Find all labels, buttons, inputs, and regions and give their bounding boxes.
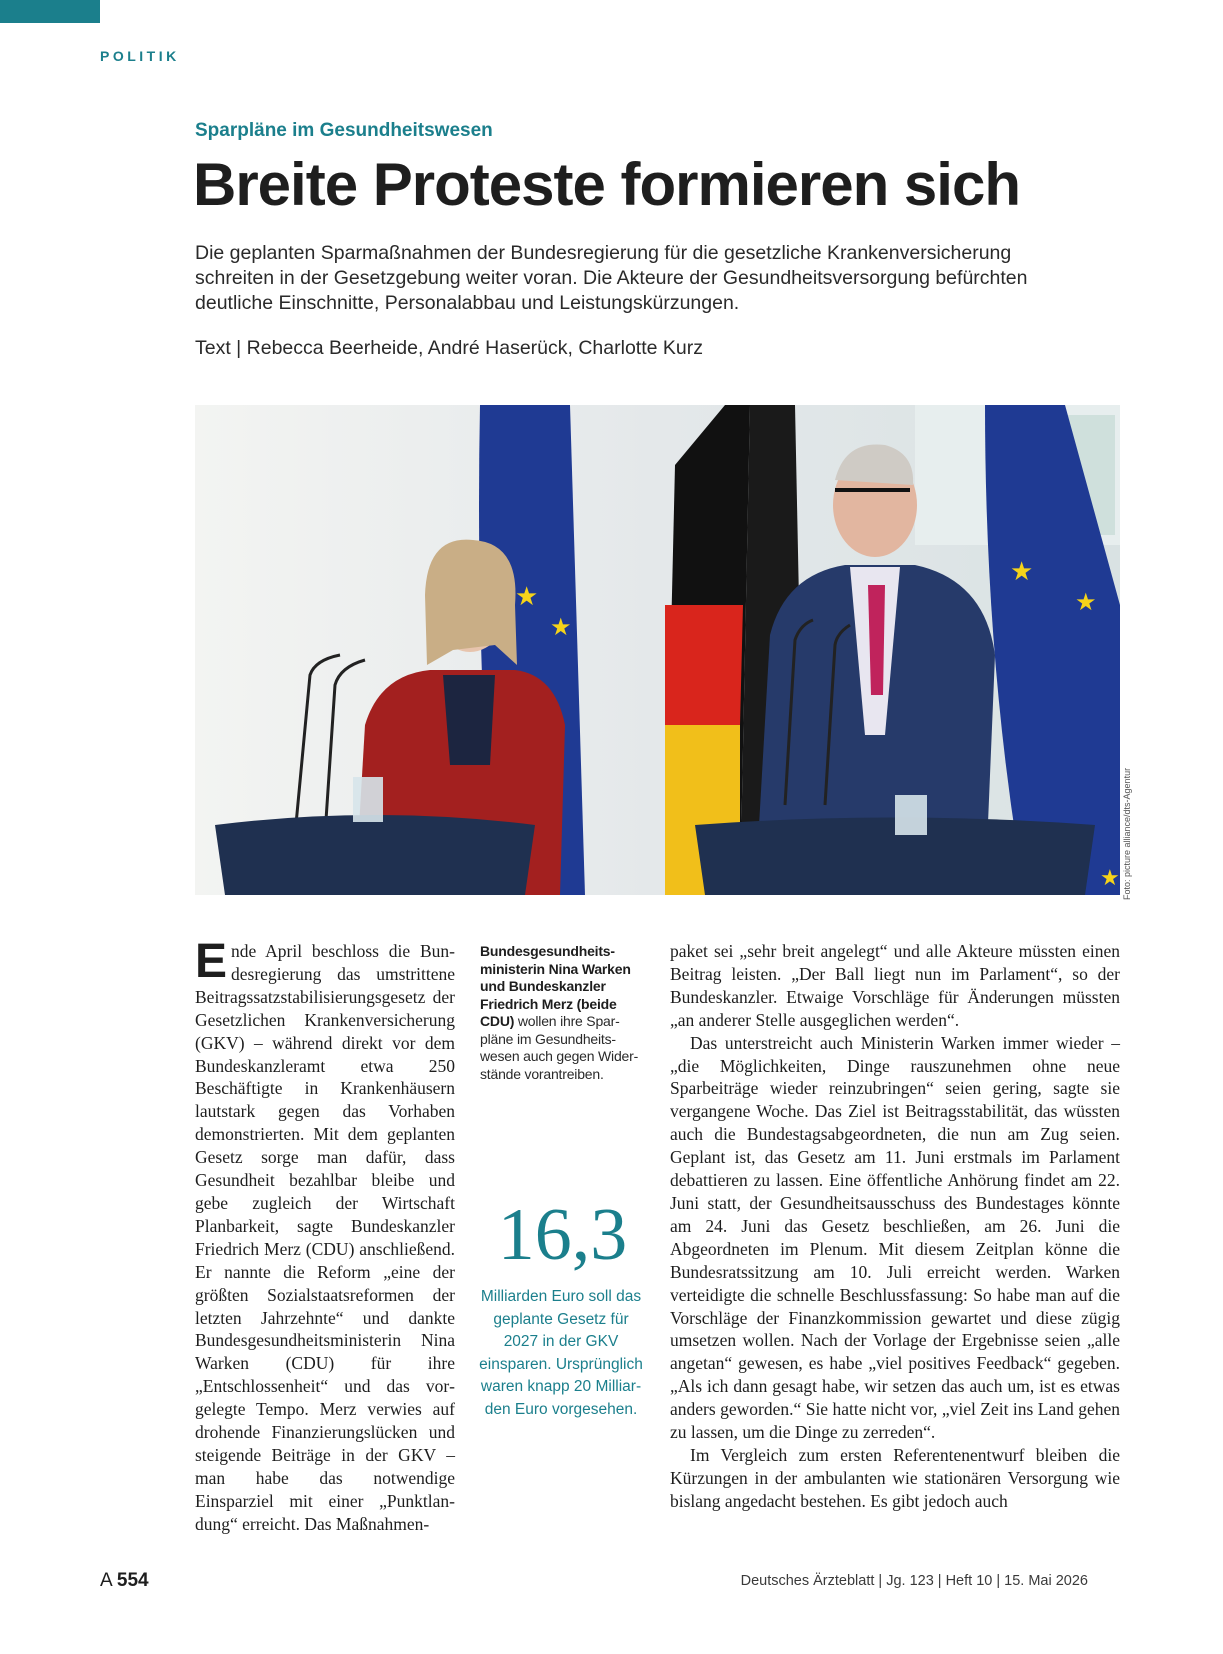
body-column-left	[195, 935, 455, 1536]
body-column-right	[670, 940, 1120, 1513]
page-prefix: A	[100, 1570, 112, 1591]
article-byline: Text | Rebecca Beerheide, André Haserück, Charlotte Kurz	[195, 337, 703, 359]
photo-caption	[480, 943, 640, 1083]
article-photo	[195, 405, 1120, 895]
svg-text:★: ★	[515, 581, 539, 611]
section-label: POLITIK	[100, 48, 180, 64]
page-number-value: 554	[116, 1570, 149, 1591]
article-lead: Die geplanten Sparmaßnahmen der Bundesregierung für die gesetzliche Krankenversicherung schreiten in der Gesetzgebung weiter voran. Die Akteure der Gesundheitsversorgung befürchten deutliche Einschnitte, Personalabbau und Leistungskürzungen.	[195, 242, 1028, 314]
body-paragraph: Im Vergleich zum ersten Referentenentwurf bleiben die Kürzungen in der ambulanten wie stationären Versorgung wie bislang angedacht bestehen. Es gibt jedoch auch	[670, 1444, 1120, 1511]
caption-text: wollen ihre Sparpläne im Gesundheitswesen auch gegen Widerstände vorantreiben.	[480, 1013, 639, 1082]
svg-text:★: ★	[1010, 556, 1034, 586]
section-color-bar	[0, 0, 100, 23]
factbox-number: 16,3	[497, 1194, 628, 1276]
svg-text:★: ★	[1075, 589, 1097, 616]
body-paragraph: Das unterstreicht auch Ministerin Warken immer wieder – „die Möglichkeiten, Dinge rauszunehmen ohne neue Sparbeiträge wieder reinzubringen“ seien gering, sagte sie vergangene Woche. Das Ziel ist Beitragsstabilität, das wüssten auch die Bundestagsabgeordneten, die nun am Zug seien. Geplant ist, das Gesetz am 11. Juni erstmals im Parlament debattieren zu lassen. Eine öffentliche Anhörung findet am 22. Juni statt, der Gesundheitsausschuss des Bundestages könnte am 24. Juni das Gesetz beschließen, am 26. Juni die Abgeordneten im Plenum. Mit diesem Zeitplan könne die Bundesratssitzung am 10. Juli erreicht werden. Warken verteidigte die schnelle Beschlussfassung: So habe man auf die Vorschläge der Finanzkommission gewartet und diese zügig umsetzen wollen. Nach der Vorlage der Ergebnisse seien „alle angetan“ gewesen, es habe „viel positives Feedback“ gegeben. „Als ich dann gesagt habe, wir setzen das auch um, ist es etwas anders geworden.“ Sie hatte nicht vor, „viel Zeit ins Land gehen zu lassen, um die Dinge zu zerreden“.	[670, 1032, 1120, 1443]
svg-text:★: ★	[550, 614, 572, 641]
caption-bold: Bundesgesundheitsministerin Nina Warken und Bundeskanzler Friedrich Merz (beide CDU)	[480, 943, 631, 1029]
body-paragraph: paket sei „sehr breit angelegt“ und alle Akteure müssten einen Beitrag leisten. „Der Ball liegt nun im Parlament“, so der Bundeskanzler. Etwaige Vorschläge für Änderungen müssten „an anderer Stelle ausgeglichen werden“.	[670, 941, 1120, 1030]
body-text-left: nde April beschloss die Bundesregierung das umstrittene Beitragssatzstabilisierungsgesetz der Gesetzlichen Krankenversicherung (GKV) – während direkt vor dem Bundeskanzleramt etwa 250 Beschäftigte in Krankenhäusern lautstark gegen das Vorhaben demonstrierten. Mit dem geplanten Gesetz sorge man dafür, dass Gesundheit bezahlbar bleibe und gebe zugleich der Wirtschaft Planbarkeit, sagte Bundeskanzler Friedrich Merz (CDU) anschließend. Er nannte die Reform „eine der größten Sozialstaatsreformen der letzten Jahrzehnte“ und dankte Bundesgesundheitsministerin Nina Warken (CDU) für ihre „Entschlossenheit“ und das vorgelegte Tempo. Merz verwies auf drohende Finanzierungslücken und steigende Beiträge in der GKV – man habe das notwendige Einsparziel mit einer „Punktlandung“ erreicht. Das Maßnahmen-	[195, 941, 455, 1534]
svg-text:★: ★	[1100, 865, 1120, 890]
drop-cap: E	[195, 935, 228, 988]
page-number	[100, 1570, 149, 1592]
photo-credit: Foto: picture alliance/dts-Agentur	[1122, 767, 1132, 900]
article-kicker: Sparpläne im Gesundheitswesen	[195, 120, 493, 141]
article-headline: Breite Proteste formieren sich	[193, 151, 1020, 218]
journal-info: Deutsches Ärzteblatt | Jg. 123 | Heft 10 | 15. Mai 2026	[740, 1573, 1088, 1589]
factbox-text: Milliarden Euro soll das geplante Gesetz für 2027 in der GKV einsparen. Ursprünglich waren knapp 20 Milliarden Euro vorgesehen.	[479, 1288, 643, 1418]
